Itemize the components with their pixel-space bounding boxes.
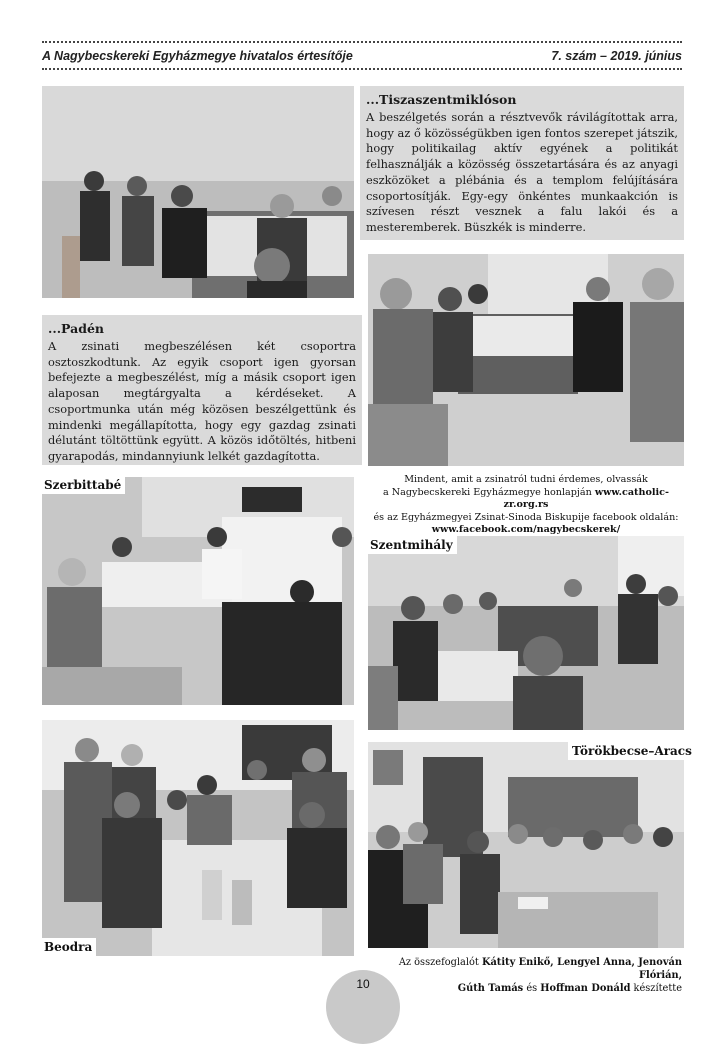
credits-names: Gúth Tamás — [457, 983, 524, 994]
photo-szerbittabe — [42, 477, 354, 705]
info-note — [368, 474, 684, 537]
info-note-line: Mindent, amit a zsinatról tudni érdemes, olvassák — [404, 474, 648, 485]
article-paden — [42, 315, 362, 465]
info-note-line — [368, 487, 684, 512]
caption-torokbecse-aracs: Törökbecse–Aracs — [568, 742, 696, 760]
photo-beodra — [42, 720, 354, 956]
article-title: ...Padén — [48, 321, 104, 336]
article-tiszaszentmiklos — [360, 86, 684, 240]
article-body: A zsinati megbeszélésen két csoportra osztoszkodtunk. Az egyik csoport igen gyorsan befejezte a megbeszélést, míg a másik csoport igen alaposan megtárgyalta a kérdéseket. A csoportmunka után még közösen beszélgettünk és mindenki megállapította, hogy egy gazdag zsinati délutánt töltöttünk együtt. A közös időtöltés, hitbeni gyarapodás, mindannyiunk lelkét gazdagította. — [48, 339, 356, 463]
info-note-line: és az Egyházmegyei Zsinat-Sinoda Biskupije facebook oldalán: — [373, 511, 679, 523]
header-bottom-rule — [42, 68, 682, 70]
info-note-line — [368, 524, 684, 537]
issue-date: 7. szám – 2019. június — [551, 49, 682, 63]
credits-text: készítette — [630, 983, 682, 994]
page-number: 10 — [326, 970, 400, 1044]
header-top-rule — [42, 41, 682, 43]
credits-text: és — [523, 983, 541, 994]
caption-szentmihaly: Szentmihály — [368, 536, 457, 554]
credits-text: Az összefoglalót — [398, 957, 482, 968]
credits-names: Kátity Enikő, Lengyel Anna, Jenován Flórián, — [481, 957, 682, 981]
caption-szerbittabe: Szerbittabé — [42, 476, 125, 494]
caption-beodra: Beodra — [42, 938, 96, 956]
facebook-link[interactable]: www.facebook.com/nagybecskerek/ — [431, 524, 621, 535]
photo-szentmihaly — [368, 536, 684, 730]
photo-torokbecse-aracs — [368, 742, 684, 948]
publication-title: A Nagybecskereki Egyházmegye hivatalos értesítője — [42, 49, 353, 63]
photo-tiszaszentmiklos — [42, 86, 354, 298]
photo-meeting-table — [368, 254, 684, 466]
website-link[interactable]: www.catholic-zr.org.rs — [503, 486, 669, 510]
credits-names: Hoffman Donáld — [540, 983, 631, 994]
credits — [362, 956, 682, 995]
article-title: ...Tiszaszentmiklóson — [366, 92, 517, 107]
info-note-text: a Nagybecskereki Egyházmegye honlapján — [383, 486, 595, 498]
article-body: A beszélgetés során a résztvevők rávilágítottak arra, hogy az ő közösségükben igen fontos szerepet játszik, hogy politikailag aktív egyének a politikát felhasználják a közösség összetartására és az anyagi eszközöket a plébánia és a templom felújítására csoportosítják. Egy-egy önkéntes munkaakción is szívesen részt vesznek a falu lakói és a mesteremberek. Büszkék is minderre. — [366, 110, 678, 234]
